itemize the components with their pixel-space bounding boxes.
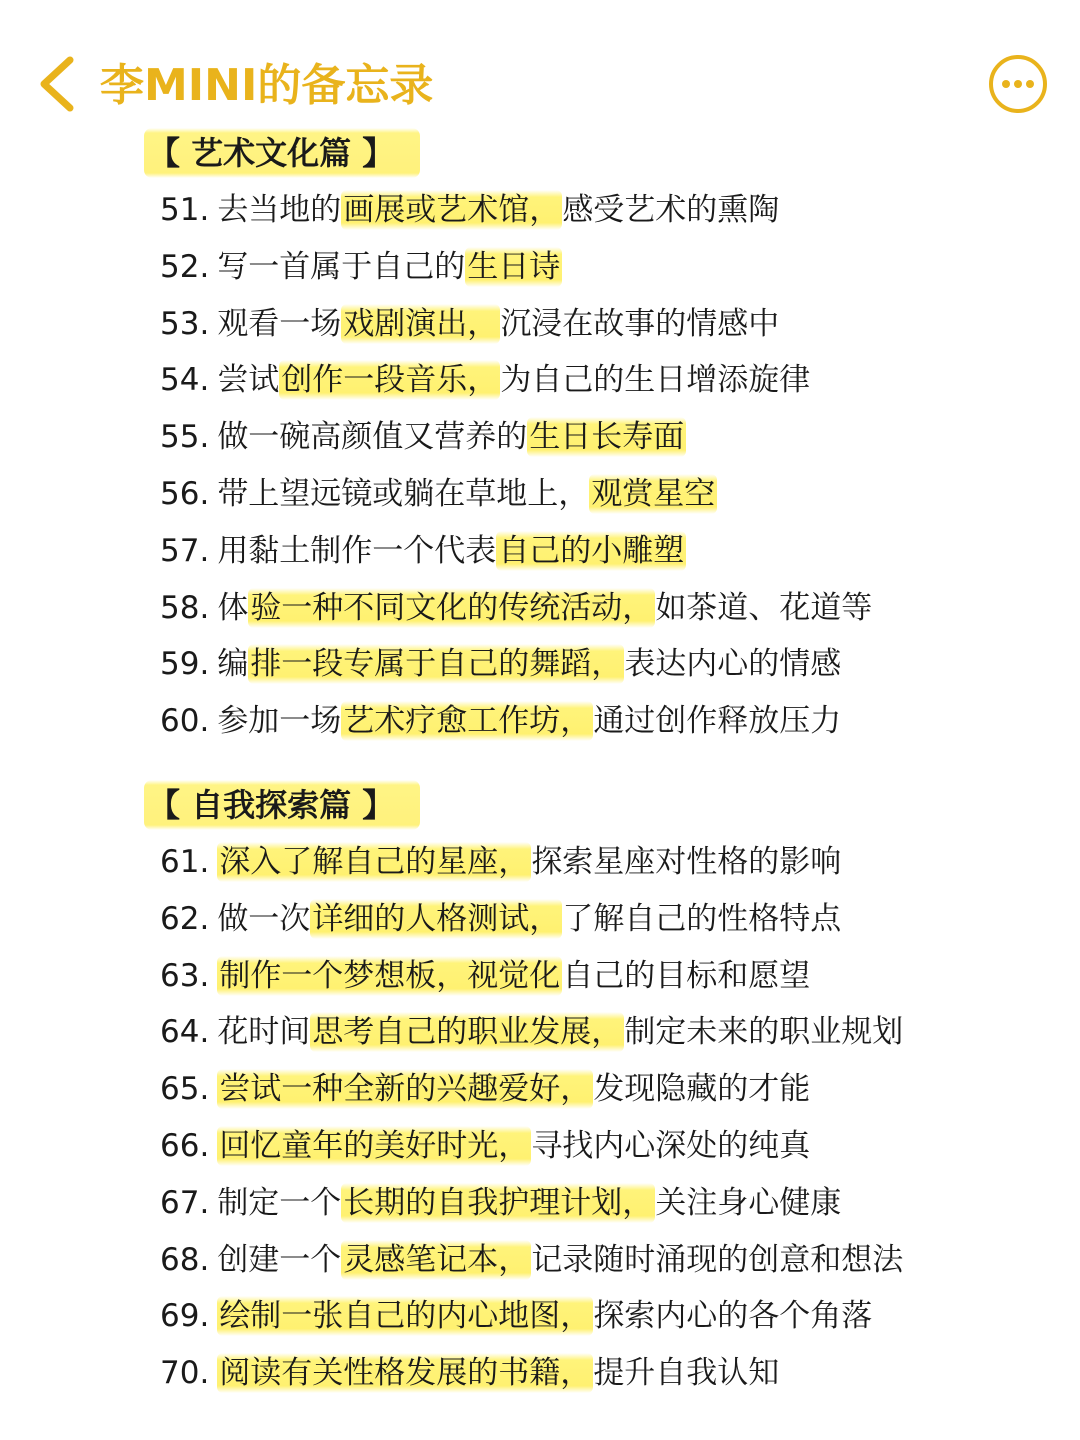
item-text: 做一碗高颜值又营养的: [217, 419, 528, 456]
list-item[interactable]: [160, 1345, 903, 1402]
item-text: 如茶道、花道等: [655, 589, 873, 626]
item-list: [160, 834, 903, 1402]
item-text: 沉浸在故事的情感中: [500, 305, 780, 342]
item-highlight: 尝试一种全新的兴趣爱好，: [219, 1071, 592, 1108]
list-item[interactable]: [160, 1175, 903, 1232]
item-highlight: 自己的小雕塑: [498, 532, 685, 569]
item-text: 写一首属于自己的: [217, 248, 466, 285]
item-number: 64.: [160, 1014, 210, 1051]
list-item[interactable]: [160, 409, 872, 466]
list-item[interactable]: [160, 1118, 903, 1175]
item-text: 了解自己的性格特点: [562, 900, 842, 937]
item-text: 制定未来的职业规划: [624, 1014, 904, 1051]
item-text: 带上望远镜或躺在草地上，: [217, 475, 590, 512]
item-text: 尝试: [217, 362, 280, 399]
item-text: 创建一个: [217, 1241, 342, 1278]
list-item[interactable]: [160, 580, 872, 637]
item-number: 56.: [160, 475, 210, 512]
item-highlight: 深入了解自己的星座，: [219, 844, 530, 880]
item-number: 69.: [160, 1298, 210, 1335]
list-item[interactable]: [160, 296, 872, 353]
item-highlight: 验一种不同文化的传统活动，: [250, 589, 654, 626]
item-highlight: 回忆童年的美好时光，: [219, 1127, 530, 1164]
item-text: 编: [217, 646, 249, 683]
item-text: 通过创作释放压力: [593, 703, 842, 740]
section-heading: 【 艺术文化篇 】: [144, 128, 420, 178]
nav-header: [0, 0, 1080, 140]
item-text: 发现隐藏的才能: [593, 1071, 811, 1108]
list-item[interactable]: [160, 182, 872, 239]
item-number: 68.: [160, 1241, 210, 1278]
item-highlight: 思考自己的职业发展，: [312, 1014, 623, 1051]
item-list: [160, 182, 872, 750]
item-highlight: 制作一个梦想板，视觉化: [219, 957, 561, 994]
list-item[interactable]: [160, 948, 903, 1005]
item-number: 63.: [160, 957, 210, 994]
item-text: 提升自我认知: [593, 1355, 780, 1392]
item-highlight: 观赏星空: [591, 475, 716, 512]
item-number: 62.: [160, 900, 210, 937]
item-highlight: 创作一段音乐，: [281, 362, 499, 399]
item-highlight: 灵感笔记本，: [343, 1241, 530, 1278]
section-heading: 【 自我探索篇 】: [144, 780, 420, 830]
item-highlight: 详细的人格测试，: [312, 900, 561, 937]
list-item[interactable]: [160, 1004, 903, 1061]
item-number: 61.: [160, 844, 210, 880]
list-item[interactable]: [160, 834, 903, 891]
item-number: 67.: [160, 1184, 210, 1221]
list-item[interactable]: [160, 891, 903, 948]
list-item[interactable]: [160, 1061, 903, 1118]
item-text: 制定一个: [217, 1184, 342, 1221]
list-item[interactable]: [160, 352, 872, 409]
chevron-left-icon: [30, 52, 90, 116]
item-highlight: 长期的自我护理计划，: [343, 1184, 654, 1221]
item-number: 51.: [160, 192, 210, 228]
item-text: 做一次: [217, 900, 311, 937]
item-number: 58.: [160, 589, 210, 626]
more-options-button[interactable]: [988, 54, 1048, 114]
item-highlight: 艺术疗愈工作坊，: [343, 703, 592, 740]
item-text: 花时间: [217, 1014, 311, 1051]
list-item[interactable]: [160, 466, 872, 523]
item-highlight: 排一段专属于自己的舞蹈，: [250, 646, 623, 683]
item-text: 感受艺术的熏陶: [562, 192, 780, 228]
item-highlight: 画展或艺术馆，: [343, 192, 561, 228]
item-highlight: 生日长寿面: [529, 419, 685, 456]
list-item[interactable]: [160, 1288, 903, 1345]
item-number: 70.: [160, 1355, 210, 1392]
list-item[interactable]: [160, 693, 872, 750]
item-highlight: 戏剧演出，: [343, 305, 499, 342]
item-text: 关注身心健康: [655, 1184, 842, 1221]
item-number: 55.: [160, 419, 210, 456]
item-number: 66.: [160, 1127, 210, 1164]
list-item[interactable]: [160, 239, 872, 296]
item-text: 为自己的生日增添旋律: [500, 362, 811, 399]
item-highlight: 阅读有关性格发展的书籍，: [219, 1355, 592, 1392]
item-number: 57.: [160, 532, 210, 569]
item-text: 去当地的: [217, 192, 342, 228]
list-item[interactable]: [160, 636, 872, 693]
item-number: 60.: [160, 703, 210, 740]
item-number: 65.: [160, 1071, 210, 1108]
item-text: 表达内心的情感: [624, 646, 842, 683]
item-text: 寻找内心深处的纯真: [531, 1127, 811, 1164]
item-number: 59.: [160, 646, 210, 683]
item-text: 记录随时涌现的创意和想法: [531, 1241, 904, 1278]
item-highlight: 生日诗: [467, 248, 561, 285]
item-text: 探索内心的各个角落: [593, 1298, 873, 1335]
item-text: 观看一场: [217, 305, 342, 342]
item-text: 探索星座对性格的影响: [531, 844, 842, 880]
page-title: 李MINI的备忘录: [100, 60, 434, 111]
item-text: 体: [217, 589, 249, 626]
item-text: 参加一场: [217, 703, 342, 740]
item-number: 54.: [160, 362, 210, 399]
item-number: 52.: [160, 248, 210, 285]
item-text: 自己的目标和愿望: [562, 957, 811, 994]
back-button[interactable]: [30, 52, 90, 116]
item-text: 用黏土制作一个代表: [217, 532, 497, 569]
list-item[interactable]: [160, 523, 872, 580]
list-item[interactable]: [160, 1232, 903, 1289]
more-icon: [988, 54, 1048, 114]
item-number: 53.: [160, 305, 210, 342]
item-highlight: 绘制一张自己的内心地图，: [219, 1298, 592, 1335]
